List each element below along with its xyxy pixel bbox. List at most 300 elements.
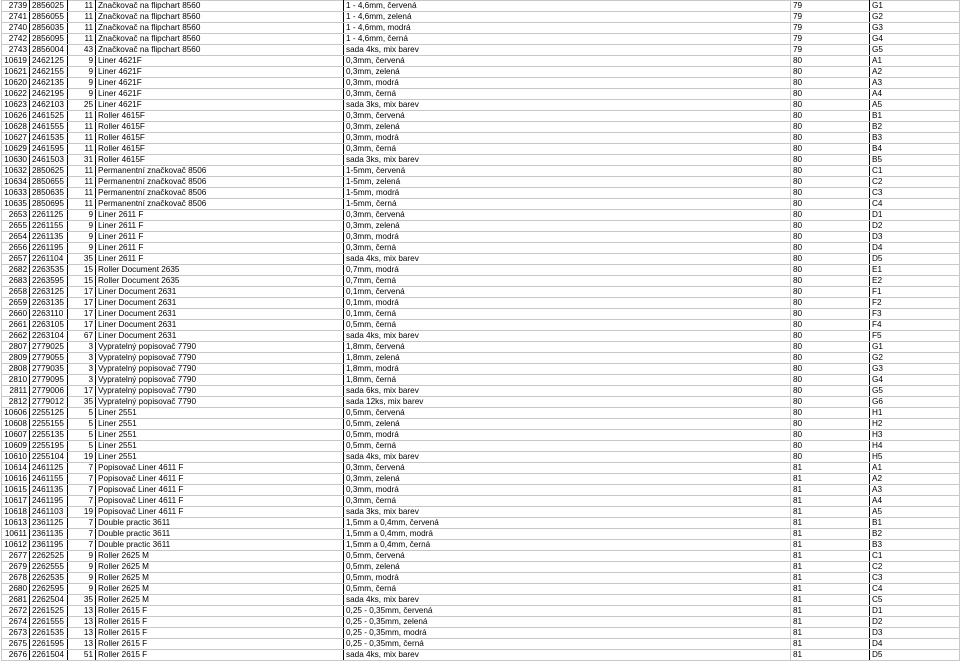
variant-cell: 0,1mm, černá [344,309,791,320]
variant-cell: sada 4ks, mix barev [344,650,791,661]
page-cell: 80 [791,320,870,331]
product-name-cell: Roller 2615 F [96,650,344,661]
page-cell: 80 [791,276,870,287]
item-id-cell: 10634 [2,177,30,188]
product-name-cell: Roller 2615 F [96,639,344,650]
page-cell: 80 [791,243,870,254]
page-cell: 81 [791,617,870,628]
product-name-cell: Roller 4615F [96,111,344,122]
product-name-cell: Liner 2551 [96,452,344,463]
product-name-cell: Značkovač na flipchart 8560 [96,34,344,45]
price-cell: 9 [68,210,96,221]
price-cell: 11 [68,188,96,199]
variant-cell: 0,5mm, modrá [344,430,791,441]
item-id-cell: 10619 [2,56,30,67]
product-name-cell: Roller 2615 F [96,628,344,639]
variant-cell: 1 - 4,6mm, modrá [344,23,791,34]
position-cell: D3 [870,232,960,243]
product-name-cell: Liner Document 2631 [96,287,344,298]
position-cell: C1 [870,166,960,177]
variant-cell: 0,5mm, červená [344,551,791,562]
table-row [2,364,960,375]
price-cell: 17 [68,320,96,331]
item-id-cell: 2739 [2,1,30,12]
table-row [2,287,960,298]
product-name-cell: Liner 4621F [96,67,344,78]
variant-cell: 1 - 4,6mm, červená [344,1,791,12]
price-cell: 9 [68,67,96,78]
table-row [2,221,960,232]
page-cell: 81 [791,551,870,562]
variant-cell: 0,1mm, modrá [344,298,791,309]
product-name-cell: Vypratelný popisovač 7790 [96,353,344,364]
page-cell: 79 [791,12,870,23]
position-cell: A1 [870,463,960,474]
variant-cell: 0,3mm, černá [344,89,791,100]
item-id-cell: 10609 [2,441,30,452]
price-cell: 9 [68,573,96,584]
product-name-cell: Vypratelný popisovač 7790 [96,386,344,397]
catalog-number-cell: 2462103 [30,100,68,111]
table-row [2,276,960,287]
page-cell: 80 [791,386,870,397]
table-row [2,606,960,617]
catalog-number-cell: 2462135 [30,78,68,89]
price-cell: 9 [68,232,96,243]
product-name-cell: Permanentní značkovač 8506 [96,188,344,199]
position-cell: C2 [870,177,960,188]
variant-cell: 1,5mm a 0,4mm, černá [344,540,791,551]
position-cell: B4 [870,144,960,155]
position-cell: H3 [870,430,960,441]
catalog-number-cell: 2263595 [30,276,68,287]
price-cell: 15 [68,265,96,276]
variant-cell: 1-5mm, černá [344,199,791,210]
catalog-number-cell: 2461135 [30,485,68,496]
product-name-cell: Permanentní značkovač 8506 [96,199,344,210]
catalog-number-cell: 2850635 [30,188,68,199]
product-name-cell: Roller 2625 M [96,551,344,562]
item-id-cell: 10630 [2,155,30,166]
product-name-cell: Roller 2625 M [96,584,344,595]
page-cell: 80 [791,144,870,155]
position-cell: C2 [870,562,960,573]
product-name-cell: Liner 2611 F [96,243,344,254]
variant-cell: 0,5mm, černá [344,441,791,452]
page-cell: 81 [791,606,870,617]
item-id-cell: 2682 [2,265,30,276]
item-id-cell: 2676 [2,650,30,661]
page-cell: 81 [791,529,870,540]
position-cell: H1 [870,408,960,419]
price-cell: 3 [68,364,96,375]
catalog-number-cell: 2255195 [30,441,68,452]
item-id-cell: 10620 [2,78,30,89]
variant-cell: 0,1mm, červená [344,287,791,298]
variant-cell: 1,8mm, zelená [344,353,791,364]
price-cell: 5 [68,408,96,419]
price-cell: 11 [68,1,96,12]
catalog-number-cell: 2462125 [30,56,68,67]
table-row [2,78,960,89]
table-row [2,584,960,595]
catalog-number-cell: 2255155 [30,419,68,430]
variant-cell: 0,25 - 0,35mm, zelená [344,617,791,628]
item-id-cell: 2677 [2,551,30,562]
item-id-cell: 2680 [2,584,30,595]
catalog-number-cell: 2856025 [30,1,68,12]
table-row [2,309,960,320]
product-name-cell: Liner 2611 F [96,254,344,265]
catalog-number-cell: 2262595 [30,584,68,595]
product-name-cell: Liner 2611 F [96,210,344,221]
product-name-cell: Liner Document 2631 [96,309,344,320]
item-id-cell: 2654 [2,232,30,243]
item-id-cell: 2741 [2,12,30,23]
variant-cell: 0,3mm, černá [344,243,791,254]
item-id-cell: 2661 [2,320,30,331]
product-name-cell: Roller 2625 M [96,595,344,606]
price-cell: 9 [68,56,96,67]
position-cell: D4 [870,639,960,650]
price-cell: 35 [68,595,96,606]
table-row [2,518,960,529]
item-id-cell: 2808 [2,364,30,375]
table-row [2,133,960,144]
price-cell: 9 [68,78,96,89]
position-cell: D5 [870,650,960,661]
table-row [2,617,960,628]
variant-cell: 0,5mm, modrá [344,573,791,584]
item-id-cell: 10627 [2,133,30,144]
price-cell: 3 [68,375,96,386]
page-cell: 80 [791,155,870,166]
product-name-cell: Liner 4621F [96,78,344,89]
page-cell: 81 [791,518,870,529]
position-cell: A4 [870,89,960,100]
page-cell: 81 [791,507,870,518]
price-cell: 7 [68,540,96,551]
position-cell: F4 [870,320,960,331]
position-cell: C4 [870,584,960,595]
variant-cell: 1,8mm, červená [344,342,791,353]
price-cell: 25 [68,100,96,111]
page-cell: 80 [791,166,870,177]
catalog-number-cell: 2462155 [30,67,68,78]
item-id-cell: 10612 [2,540,30,551]
table-row [2,320,960,331]
price-cell: 35 [68,254,96,265]
position-cell: H4 [870,441,960,452]
price-cell: 51 [68,650,96,661]
page-cell: 81 [791,485,870,496]
item-id-cell: 10622 [2,89,30,100]
position-cell: B1 [870,518,960,529]
table-row [2,144,960,155]
page-cell: 80 [791,199,870,210]
position-cell: A2 [870,67,960,78]
price-cell: 31 [68,155,96,166]
product-name-cell: Popisovač Liner 4611 F [96,463,344,474]
item-id-cell: 10623 [2,100,30,111]
page-cell: 80 [791,232,870,243]
product-name-cell: Liner 2611 F [96,232,344,243]
table-row [2,485,960,496]
variant-cell: 0,3mm, zelená [344,67,791,78]
position-cell: G3 [870,23,960,34]
price-cell: 11 [68,122,96,133]
product-name-cell: Vypratelný popisovač 7790 [96,364,344,375]
catalog-number-cell: 2261125 [30,210,68,221]
product-name-cell: Liner 2611 F [96,221,344,232]
catalog-number-cell: 2361135 [30,529,68,540]
variant-cell: 0,7mm, modrá [344,265,791,276]
product-name-cell: Značkovač na flipchart 8560 [96,12,344,23]
product-name-cell: Permanentní značkovač 8506 [96,177,344,188]
catalog-number-cell: 2261595 [30,639,68,650]
table-row [2,232,960,243]
price-cell: 7 [68,496,96,507]
page-cell: 81 [791,639,870,650]
catalog-number-cell: 2261135 [30,232,68,243]
page-cell: 81 [791,628,870,639]
position-cell: D1 [870,210,960,221]
catalog-number-cell: 2856095 [30,34,68,45]
table-row [2,12,960,23]
catalog-number-cell: 2856035 [30,23,68,34]
page-cell: 80 [791,408,870,419]
catalog-number-cell: 2263535 [30,265,68,276]
product-name-cell: Liner 4621F [96,56,344,67]
variant-cell: 0,3mm, zelená [344,122,791,133]
table-row [2,529,960,540]
table-row [2,155,960,166]
item-id-cell: 2678 [2,573,30,584]
page-cell: 81 [791,573,870,584]
table-row [2,551,960,562]
page-cell: 79 [791,1,870,12]
price-cell: 9 [68,562,96,573]
price-cell: 3 [68,353,96,364]
catalog-number-cell: 2461595 [30,144,68,155]
variant-cell: 1 - 4,6mm, černá [344,34,791,45]
position-cell: G6 [870,397,960,408]
table-row [2,254,960,265]
price-cell: 5 [68,441,96,452]
price-cell: 13 [68,639,96,650]
price-cell: 17 [68,386,96,397]
position-cell: C1 [870,551,960,562]
item-id-cell: 10621 [2,67,30,78]
price-cell: 11 [68,133,96,144]
catalog-number-cell: 2461525 [30,111,68,122]
position-cell: D1 [870,606,960,617]
catalog-number-cell: 2461535 [30,133,68,144]
price-cell: 7 [68,485,96,496]
price-cell: 11 [68,111,96,122]
variant-cell: 0,5mm, červená [344,408,791,419]
product-name-cell: Permanentní značkovač 8506 [96,166,344,177]
variant-cell: sada 3ks, mix barev [344,155,791,166]
table-row [2,210,960,221]
item-id-cell: 2809 [2,353,30,364]
page-cell: 80 [791,177,870,188]
product-name-cell: Liner Document 2631 [96,298,344,309]
position-cell: A4 [870,496,960,507]
price-cell: 17 [68,309,96,320]
catalog-number-cell: 2779006 [30,386,68,397]
table-row [2,419,960,430]
position-cell: G5 [870,386,960,397]
item-id-cell: 2810 [2,375,30,386]
variant-cell: 0,3mm, červená [344,463,791,474]
table-row [2,298,960,309]
position-cell: B2 [870,122,960,133]
price-cell: 13 [68,617,96,628]
item-id-cell: 2662 [2,331,30,342]
catalog-number-cell: 2856004 [30,45,68,56]
page-cell: 81 [791,562,870,573]
item-id-cell: 10633 [2,188,30,199]
catalog-number-cell: 2263110 [30,309,68,320]
variant-cell: 0,25 - 0,35mm, černá [344,639,791,650]
price-cell: 5 [68,419,96,430]
catalog-number-cell: 2255125 [30,408,68,419]
item-id-cell: 2655 [2,221,30,232]
product-name-cell: Popisovač Liner 4611 F [96,496,344,507]
variant-cell: 0,25 - 0,35mm, modrá [344,628,791,639]
catalog-number-cell: 2779095 [30,375,68,386]
position-cell: C4 [870,199,960,210]
price-cell: 11 [68,34,96,45]
page-cell: 80 [791,397,870,408]
price-cell: 19 [68,452,96,463]
variant-cell: 0,3mm, červená [344,111,791,122]
table-row [2,45,960,56]
catalog-number-cell: 2779025 [30,342,68,353]
item-id-cell: 2743 [2,45,30,56]
product-table [1,0,960,661]
product-name-cell: Roller 2615 F [96,606,344,617]
table-row [2,265,960,276]
price-cell: 17 [68,287,96,298]
table-row [2,166,960,177]
variant-cell: 0,3mm, modrá [344,232,791,243]
item-id-cell: 2679 [2,562,30,573]
table-row [2,408,960,419]
table-row [2,386,960,397]
item-id-cell: 10616 [2,474,30,485]
table-row [2,375,960,386]
item-id-cell: 2811 [2,386,30,397]
price-cell: 67 [68,331,96,342]
item-id-cell: 2659 [2,298,30,309]
product-name-cell: Popisovač Liner 4611 F [96,485,344,496]
product-name-cell: Značkovač na flipchart 8560 [96,23,344,34]
variant-cell: 0,3mm, černá [344,144,791,155]
table-row [2,100,960,111]
price-cell: 9 [68,551,96,562]
table-row [2,639,960,650]
position-cell: F3 [870,309,960,320]
catalog-number-cell: 2261525 [30,606,68,617]
catalog-number-cell: 2262504 [30,595,68,606]
position-cell: A5 [870,100,960,111]
price-cell: 9 [68,243,96,254]
position-cell: D5 [870,254,960,265]
item-id-cell: 2653 [2,210,30,221]
price-cell: 7 [68,529,96,540]
price-cell: 7 [68,518,96,529]
variant-cell: 1,8mm, modrá [344,364,791,375]
table-row [2,397,960,408]
item-id-cell: 2681 [2,595,30,606]
price-cell: 11 [68,199,96,210]
page-cell: 80 [791,89,870,100]
product-name-cell: Roller 2615 F [96,617,344,628]
price-cell: 3 [68,342,96,353]
page-cell: 81 [791,584,870,595]
item-id-cell: 2657 [2,254,30,265]
table-row [2,496,960,507]
position-cell: G1 [870,1,960,12]
product-name-cell: Značkovač na flipchart 8560 [96,45,344,56]
page-cell: 80 [791,210,870,221]
page-cell: 80 [791,298,870,309]
product-name-cell: Liner 4621F [96,89,344,100]
item-id-cell: 10632 [2,166,30,177]
variant-cell: sada 4ks, mix barev [344,595,791,606]
price-cell: 43 [68,45,96,56]
table-row [2,474,960,485]
catalog-number-cell: 2461555 [30,122,68,133]
page-cell: 80 [791,364,870,375]
variant-cell: sada 4ks, mix barev [344,254,791,265]
catalog-number-cell: 2856055 [30,12,68,23]
item-id-cell: 10611 [2,529,30,540]
position-cell: E2 [870,276,960,287]
catalog-number-cell: 2262535 [30,573,68,584]
price-cell: 9 [68,221,96,232]
variant-cell: 0,3mm, modrá [344,133,791,144]
position-cell: F2 [870,298,960,309]
price-cell: 15 [68,276,96,287]
page-cell: 81 [791,496,870,507]
catalog-number-cell: 2261504 [30,650,68,661]
item-id-cell: 10626 [2,111,30,122]
product-name-cell: Popisovač Liner 4611 F [96,507,344,518]
position-cell: F1 [870,287,960,298]
product-name-cell: Značkovač na flipchart 8560 [96,1,344,12]
position-cell: B2 [870,529,960,540]
item-id-cell: 2742 [2,34,30,45]
product-name-cell: Vypratelný popisovač 7790 [96,397,344,408]
price-cell: 17 [68,298,96,309]
item-id-cell: 10610 [2,452,30,463]
catalog-number-cell: 2261104 [30,254,68,265]
catalog-number-cell: 2261555 [30,617,68,628]
position-cell: B1 [870,111,960,122]
table-row [2,1,960,12]
product-name-cell: Vypratelný popisovač 7790 [96,342,344,353]
variant-cell: 0,7mm, černá [344,276,791,287]
price-cell: 11 [68,23,96,34]
table-row [2,34,960,45]
item-id-cell: 2672 [2,606,30,617]
item-id-cell: 10635 [2,199,30,210]
catalog-number-cell: 2461195 [30,496,68,507]
variant-cell: 0,5mm, černá [344,584,791,595]
